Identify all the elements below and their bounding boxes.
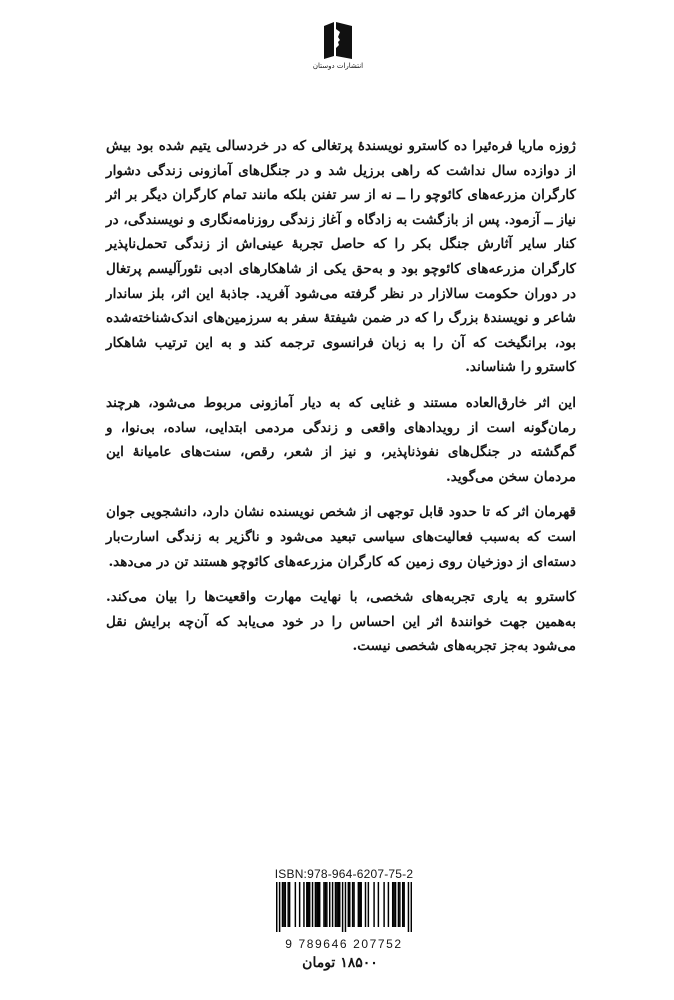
barcode-bar <box>388 882 389 927</box>
blurb-paragraph-4: کاسترو به یاری تجربه‌های شخصی، با نهایت مهارت واقعیت‌ها را بیان می‌کند. به‌همین جهت خوانندهٔ اثر این احساس را در خود می‌یابد که آن‌چه برایش نقل می‌شود به‌جز تجربه‌های شخصی نیست. <box>106 589 576 655</box>
profile-book-logo-icon <box>323 20 353 60</box>
barcode-bar <box>295 882 296 927</box>
barcode-bar <box>349 882 350 927</box>
blurb-paragraph-1: ژوزه ماریا فره‌ئیرا ده کاسترو نویسندهٔ پرتغالی که در خردسالی یتیم شده بود بیش از دوازده سال نداشت که راهی برزیل شد و در جنگل‌های آمازونی زندگی دشوار کارگران مزرعه‌های کائوچو را ــ نه از سر تفنن بلکه مانند تمام کارگران دیگر بر اثر نیاز ــ آزمود. پس از بازگشت به زادگاه و آغاز زندگی روزنامه‌نگاری و نویسندگی، در کنار سایر آثارش جنگل بکر را که حاصل تجربهٔ عینی‌اش از زندگی تحمل‌ناپذیر کارگران مزرعه‌های کائوچو بود و به‌حق یکی از شاهکارهای ادبی نئورآلیسم پرتغال در دوران حکومت سالازار در نظر گرفته می‌شود آفرید. جاذبهٔ این اثر، بلز ساندار شاعر و نویسندهٔ بزرگ را که در ضمن شیفتهٔ سفر به سرزمین‌های اندک‌شناخته‌شده بود، برانگیخت که آن را به زبان فرانسوی ترجمه کند و به این ترتیب شاهکار کاسترو را شناساند. <box>106 138 576 376</box>
barcode-bar <box>312 882 313 927</box>
barcode-bar <box>276 882 277 932</box>
barcode-bar <box>329 882 330 927</box>
barcode-bar <box>285 882 286 927</box>
barcode-bar <box>398 882 399 927</box>
barcode-bar <box>383 882 384 927</box>
barcode-bar <box>358 882 359 927</box>
barcode-bar <box>411 882 412 932</box>
barcode-bar <box>408 882 409 932</box>
barcode-bar <box>318 882 319 927</box>
barcode-bar <box>323 882 324 927</box>
barcode-bar <box>303 882 304 927</box>
barcode-bar <box>332 882 333 927</box>
back-cover-blurb <box>106 134 576 670</box>
barcode-bar <box>352 882 353 927</box>
barcode-bar <box>378 882 379 927</box>
barcode-bar <box>399 882 400 927</box>
barcode-bar <box>345 882 346 932</box>
barcode-bar <box>392 882 393 927</box>
isbn-label: ISBN:978-964-6207-75-2 <box>274 867 414 881</box>
barcode-bar <box>316 882 317 927</box>
blurb-paragraph-2: این اثر خارق‌العاده مستند و غنایی که به دیار آمازونی مربوط می‌شود، هرچند رمان‌گونه است از رویدادهای واقعی و زندگی مردمی ابتدایی، ساده، بی‌نوا، و گم‌گشته در جنگل‌های نفوذناپذیر، و نیز از شعر، رقص، سنت‌های عامیانهٔ این مردمان سخن می‌گوید. <box>106 394 576 485</box>
barcode-bar <box>289 882 290 927</box>
barcode-bar <box>319 882 320 927</box>
barcode-bar <box>325 882 326 927</box>
barcode-bar <box>402 882 403 927</box>
barcode-bar <box>299 882 300 927</box>
barcode-bar <box>282 882 283 927</box>
barcode-bar <box>335 882 336 927</box>
barcode-bar <box>348 882 349 927</box>
price-label: ۱۸۵۰۰ تومان <box>302 955 378 971</box>
barcode-bar <box>315 882 316 927</box>
barcode-bar <box>403 882 404 927</box>
barcode-bar <box>365 882 366 927</box>
barcode-bar <box>342 882 343 932</box>
barcode-bar <box>359 882 360 927</box>
barcode-bar <box>368 882 369 927</box>
publisher-logo <box>312 20 364 70</box>
barcode-bar <box>373 882 374 927</box>
barcode-bar <box>336 882 337 927</box>
blurb-paragraph-3: قهرمان اثر که تا حدود قابل توجهی از شخص نویسنده نشان دارد، دانشجویی جوان است که به‌سبب فعالیت‌های سیاسی تبعید می‌شود و ناگزیر به زندگی اسارت‌بار دسته‌ای از دوزخیان روی زمین که کارگران مزرعه‌های کائوچو هستند تن در می‌دهد. <box>106 504 576 570</box>
barcode-bar <box>307 882 308 927</box>
barcode-bar <box>326 882 327 927</box>
barcode-bar <box>360 882 361 927</box>
barcode-digits: 9 789646 207752 <box>285 937 403 951</box>
barcode-bar <box>395 882 396 927</box>
isbn-barcode <box>276 882 412 932</box>
barcode-bar <box>309 882 310 927</box>
barcode-bar <box>306 882 307 927</box>
barcode-bar <box>279 882 280 932</box>
barcode-bar <box>283 882 284 927</box>
barcode-bar <box>393 882 394 927</box>
barcode-bar <box>339 882 340 927</box>
barcode-bar <box>353 882 354 927</box>
barcode-bar <box>287 882 288 927</box>
barcode-bar <box>338 882 339 927</box>
publisher-name: انتشارات دوستان <box>312 62 364 70</box>
